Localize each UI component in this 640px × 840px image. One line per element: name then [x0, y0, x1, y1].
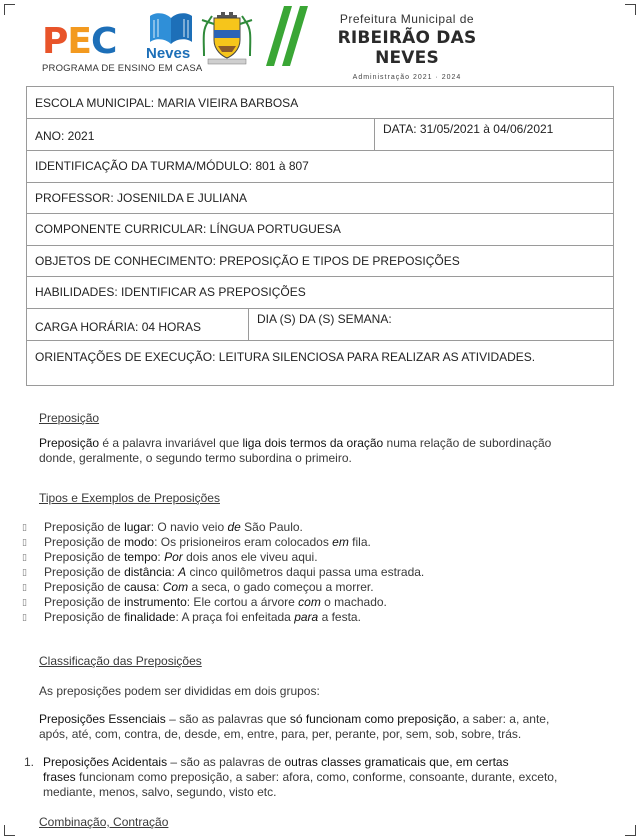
prefeitura-label: Prefeitura Municipal de: [339, 12, 475, 26]
list-item: ▯ Preposição de finalidade: A praça foi enfeitada para a festa.: [22, 610, 361, 624]
open-book-icon: [147, 10, 195, 46]
accidental-prepositions: Preposições Acidentais – são as palavras de outras classes gramaticais que, em certas frases funcionam como preposição, a saber: afora, como, conforme, consoante, durante, exceto, mediante, menos, salvo, segundo, visto etc.: [43, 755, 613, 800]
list-item: ▯ Preposição de lugar: O navio veio de São Paulo.: [22, 520, 303, 534]
info-row-objects: [27, 246, 613, 278]
info-row-skills: [27, 277, 613, 309]
info-row-class: [27, 151, 613, 183]
bullet-icon: ▯: [22, 567, 27, 577]
info-row-year-date: [27, 119, 613, 151]
class-field: IDENTIFICAÇÃO DA TURMA/MÓDULO: 801 à 807: [35, 159, 309, 174]
component-field: COMPONENTE CURRICULAR: LÍNGUA PORTUGUESA: [35, 222, 341, 237]
pec-subtitle: PROGRAMA DE ENSINO EM CASA: [42, 63, 203, 74]
accidental-highlight: outras classes gramaticais que, em certas: [284, 755, 509, 769]
hours-field: CARGA HORÁRIA: 04 HORAS: [35, 319, 202, 334]
preposition-types-list: [20, 520, 424, 625]
info-row-teacher: [27, 183, 613, 215]
section-heading-preposicao: Preposição: [39, 411, 100, 425]
pec-letter-c: C: [90, 21, 117, 62]
administration-period: Administração 2021 · 2024: [352, 74, 462, 81]
definition-text-b: numa relação de subordinação: [383, 436, 552, 450]
essential-term: Preposições Essenciais: [39, 712, 166, 726]
year-field: ANO: 2021: [35, 129, 95, 143]
bullet-icon: ▯: [22, 597, 27, 607]
instructions-field: ORIENTAÇÕES DE EXECUÇÃO: LEITURA SILENCIOSA PARA REALIZAR AS ATIVIDADES.: [35, 349, 536, 364]
pec-logo: [40, 8, 203, 74]
document-header: [0, 0, 640, 80]
skills-field: HABILIDADES: IDENTIFICAR AS PREPOSIÇÕES: [35, 285, 306, 300]
green-stripes-decoration: [266, 4, 310, 68]
pec-neves-label: Neves: [146, 45, 191, 62]
info-row-instructions: [27, 341, 613, 385]
bullet-icon: ▯: [22, 552, 27, 562]
pec-letters: [42, 22, 116, 62]
bullet-icon: ▯: [22, 522, 27, 532]
info-row-hours-days: [27, 309, 613, 341]
list-item: ▯ Preposição de causa: Com a seca, o gado começou a morrer.: [22, 580, 374, 594]
definition-line-2: donde, geralmente, o segundo termo subordina o primeiro.: [39, 451, 352, 465]
definition-highlight: liga dois termos da oração: [242, 436, 384, 450]
essential-prepositions: Preposições Essenciais – são as palavras que só funcionam como preposição, a saber: a, ante, após, até, com, contra, de, desde, em, entre, para, per, perante, por, sem, sob, sobre, trás.: [39, 712, 609, 742]
bullet-icon: ▯: [22, 582, 27, 592]
objects-field: OBJETOS DE CONHECIMENTO: PREPOSIÇÃO E TIPOS DE PREPOSIÇÕES: [35, 253, 460, 268]
list-item: ▯ Preposição de tempo: Por dois anos ele viveu aqui.: [22, 550, 318, 564]
prefeitura-brand: [332, 12, 482, 81]
section-heading-classificacao: Classificação das Preposições: [39, 654, 202, 668]
accidental-list-line: mediante, menos, salvo, segundo, visto etc.: [43, 785, 277, 799]
list-item: ▯ Preposição de instrumento: Ele cortou a árvore com o machado.: [22, 595, 387, 609]
section-heading-combinacao: Combinação, Contração: [39, 815, 169, 829]
bullet-icon: ▯: [22, 612, 27, 622]
municipal-crest-icon: [198, 10, 256, 66]
bullet-icon: ▯: [22, 537, 27, 547]
essential-highlight: só funcionam como preposição,: [289, 712, 460, 726]
definition-text-a: é a palavra invariável que: [99, 436, 243, 450]
classification-intro: As preposições podem ser divididas em dois grupos:: [39, 684, 320, 698]
essential-list-line: após, até, com, contra, de, desde, em, entre, para, per, perante, por, sem, sob, sobre, trás.: [39, 727, 522, 741]
section-heading-tipos: Tipos e Exemplos de Preposições: [39, 491, 220, 505]
definition-line-1: [39, 436, 609, 451]
list-number: 1.: [24, 755, 35, 769]
date-field: DATA: 31/05/2021 à 04/06/2021: [374, 119, 613, 150]
definition-term: Preposição: [39, 436, 100, 450]
list-item: ▯ Preposição de modo: Os prisioneiros eram colocados em fila.: [22, 535, 371, 549]
teacher-field: PROFESSOR: JOSENILDA E JULIANA: [35, 190, 248, 205]
city-name: RIBEIRÃO DAS NEVES: [337, 28, 477, 68]
crop-mark-bottom-right: [625, 825, 636, 836]
crop-mark-bottom-left: [4, 825, 15, 836]
accidental-term: Preposições Acidentais: [43, 755, 168, 769]
preposicao-definition: [39, 436, 609, 466]
school-field: ESCOLA MUNICIPAL: MARIA VIEIRA BARBOSA: [35, 95, 299, 110]
pec-letter-p: P: [42, 21, 68, 62]
weekdays-field: DIA (S) DA (S) SEMANA:: [248, 309, 613, 340]
info-table: [26, 86, 614, 386]
info-row-component: [27, 214, 613, 246]
info-row-school: [27, 87, 613, 119]
pec-letter-e: E: [67, 21, 91, 62]
list-item: ▯ Preposição de distância: A cinco quilômetros daqui passa uma estrada.: [22, 565, 425, 579]
